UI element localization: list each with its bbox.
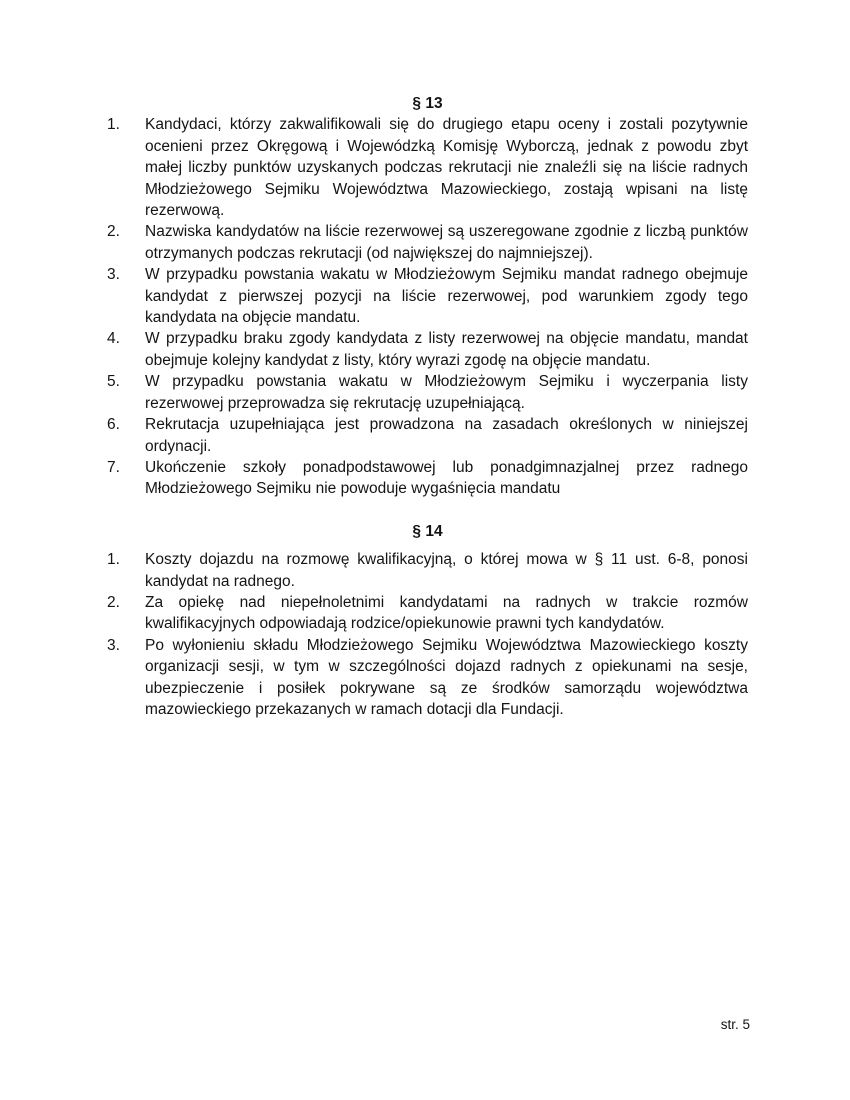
item-text: Za opiekę nad niepełnoletnimi kandydatami na radnych w trakcie rozmów kwalifikacyjnych odpowiadają rodzice/opiekunowie prawni tych kandydatów. xyxy=(145,593,748,633)
list-item xyxy=(107,114,748,221)
section-13-list xyxy=(107,114,748,499)
item-number: 7. xyxy=(107,458,120,476)
item-number: 2. xyxy=(107,593,120,611)
section-14 xyxy=(107,521,748,721)
page-number: str. 5 xyxy=(720,1017,750,1032)
item-number: 2. xyxy=(107,223,120,241)
item-text: Kandydaci, którzy zakwalifikowali się do drugiego etapu oceny i zostali pozytywnie ocenieni przez Okręgową i Wojewódzką Komisję Wyborczą, jednak z powodu zbyt małej liczby punktów uzyskanych podczas rekrutacji nie znaleźli się na liście radnych Młodzieżowego Sejmiku Województwa Mazowieckiego, zostają wpisani na listę rezerwową. xyxy=(145,116,748,220)
item-number: 3. xyxy=(107,636,120,654)
list-item xyxy=(107,328,748,371)
section-14-list xyxy=(107,549,748,720)
list-item xyxy=(107,457,748,500)
item-number: 3. xyxy=(107,266,120,284)
item-number: 1. xyxy=(107,551,120,569)
item-text: W przypadku powstania wakatu w Młodzieżowym Sejmiku i wyczerpania listy rezerwowej przeprowadza się rekrutację uzupełniającą. xyxy=(145,373,748,412)
item-text: Nazwiska kandydatów na liście rezerwowej są uszeregowane zgodnie z liczbą punktów otrzymanych podczas rekrutacji (od największej do najmniejszej). xyxy=(145,223,748,262)
item-text: W przypadku braku zgody kandydata z listy rezerwowej na objęcie mandatu, mandat obejmuje kolejny kandydat z listy, który wyrazi zgodę na objęcie mandatu. xyxy=(145,330,748,369)
item-number: 1. xyxy=(107,116,120,134)
list-item xyxy=(107,371,748,414)
item-number: 6. xyxy=(107,416,120,434)
list-item xyxy=(107,221,748,264)
item-text: W przypadku powstania wakatu w Młodzieżowym Sejmiku mandat radnego obejmuje kandydat z pierwszej pozycji na liście rezerwowej, pod warunkiem zgody tego kandydata na objęcie mandatu. xyxy=(145,266,748,327)
list-item xyxy=(107,635,748,721)
item-text: Po wyłonieniu składu Młodzieżowego Sejmiku Województwa Mazowieckiego koszty organizacji sesji, w tym w szczególności dojazd radnych z opiekunami na sesje, ubezpieczenie i posiłek pokrywane są ze środków samorządu województwa mazowieckiego przekazanych w ramach dotacji dla Fundacji. xyxy=(145,636,748,718)
item-text: Ukończenie szkoły ponadpodstawowej lub ponadgimnazjalnej przez radnego Młodzieżowego Sejmiku nie powoduje wygaśnięcia mandatu xyxy=(145,458,748,498)
item-number: 5. xyxy=(107,373,120,391)
section-13-heading: § 13 xyxy=(412,95,443,112)
item-number: 4. xyxy=(107,330,120,348)
item-text: Rekrutacja uzupełniająca jest prowadzona na zasadach określonych w niniejszej ordynacji. xyxy=(145,416,748,455)
list-item xyxy=(107,549,748,592)
section-14-heading: § 14 xyxy=(412,522,443,540)
item-text: Koszty dojazdu na rozmowę kwalifikacyjną, o której mowa w § 11 ust. 6-8, ponosi kandydat na radnego. xyxy=(145,551,748,590)
section-13 xyxy=(107,93,748,500)
list-item xyxy=(107,264,748,328)
list-item xyxy=(107,414,748,457)
list-item xyxy=(107,592,748,635)
